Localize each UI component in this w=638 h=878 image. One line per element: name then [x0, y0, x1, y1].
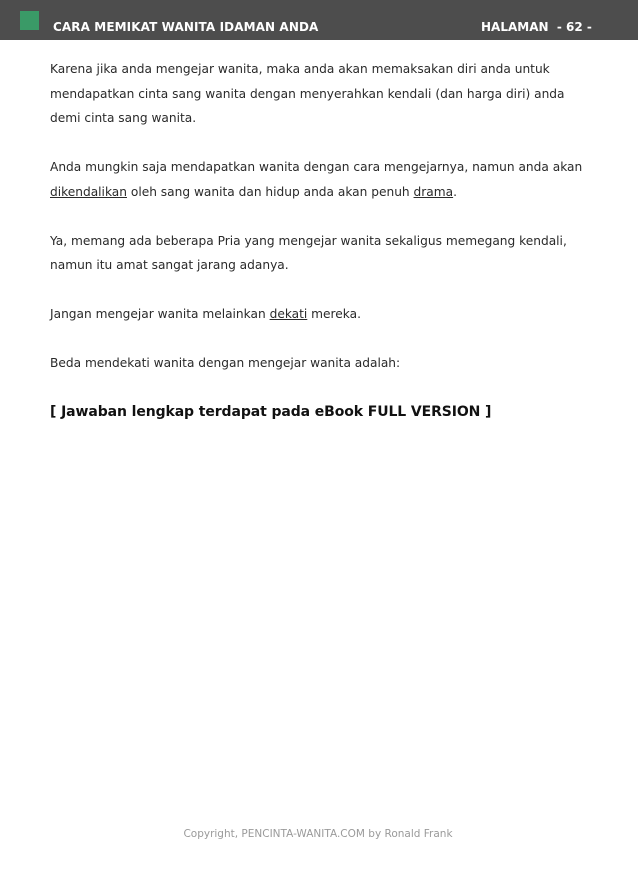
- page-header: [0, 0, 638, 40]
- page-number: HALAMAN - 62 -: [481, 20, 592, 34]
- underlined-word-dikendalikan: dikendalikan: [50, 184, 127, 199]
- document-title: CARA MEMIKAT WANITA IDAMAN ANDA: [53, 20, 319, 34]
- paragraph-4-text-b: mereka.: [307, 307, 361, 321]
- green-square-icon: [20, 11, 39, 30]
- paragraph-2-text-b: oleh sang wanita dan hidup anda akan penuh: [126, 184, 414, 199]
- document-body: [50, 57, 595, 449]
- underlined-word-drama: drama: [413, 184, 454, 199]
- page-footer: [0, 828, 638, 840]
- paragraph-1: Karena jika anda mengejar wanita, maka anda akan memaksakan diri anda untuk mendapatkan cinta sang wanita dengan menyerahkan kendali (dan harga diri) anda demi cinta sang wanita.: [50, 62, 565, 125]
- paragraph-3: Ya, memang ada beberapa Pria yang mengejar wanita sekaligus memegang kendali, namun itu amat sangat jarang adanya.: [50, 233, 567, 272]
- paragraph-2-text-a: Anda mungkin saja mendapatkan wanita dengan cara mengejarnya, namun anda akan: [50, 160, 583, 174]
- paragraph-2: [50, 155, 595, 204]
- paragraph-4-text-a: Jangan mengejar wanita melainkan: [50, 307, 270, 321]
- copyright-text: Copyright, PENCINTA-WANITA.COM by Ronald Frank: [183, 828, 453, 840]
- paragraph-5: Beda mendekati wanita dengan mengejar wanita adalah:: [50, 356, 401, 370]
- full-version-notice: [ Jawaban lengkap terdapat pada eBook FULL VERSION ]: [50, 404, 492, 420]
- paragraph-4: [50, 302, 595, 327]
- paragraph-2-text-c: .: [453, 184, 457, 199]
- underlined-word-dekati: dekati: [269, 307, 308, 321]
